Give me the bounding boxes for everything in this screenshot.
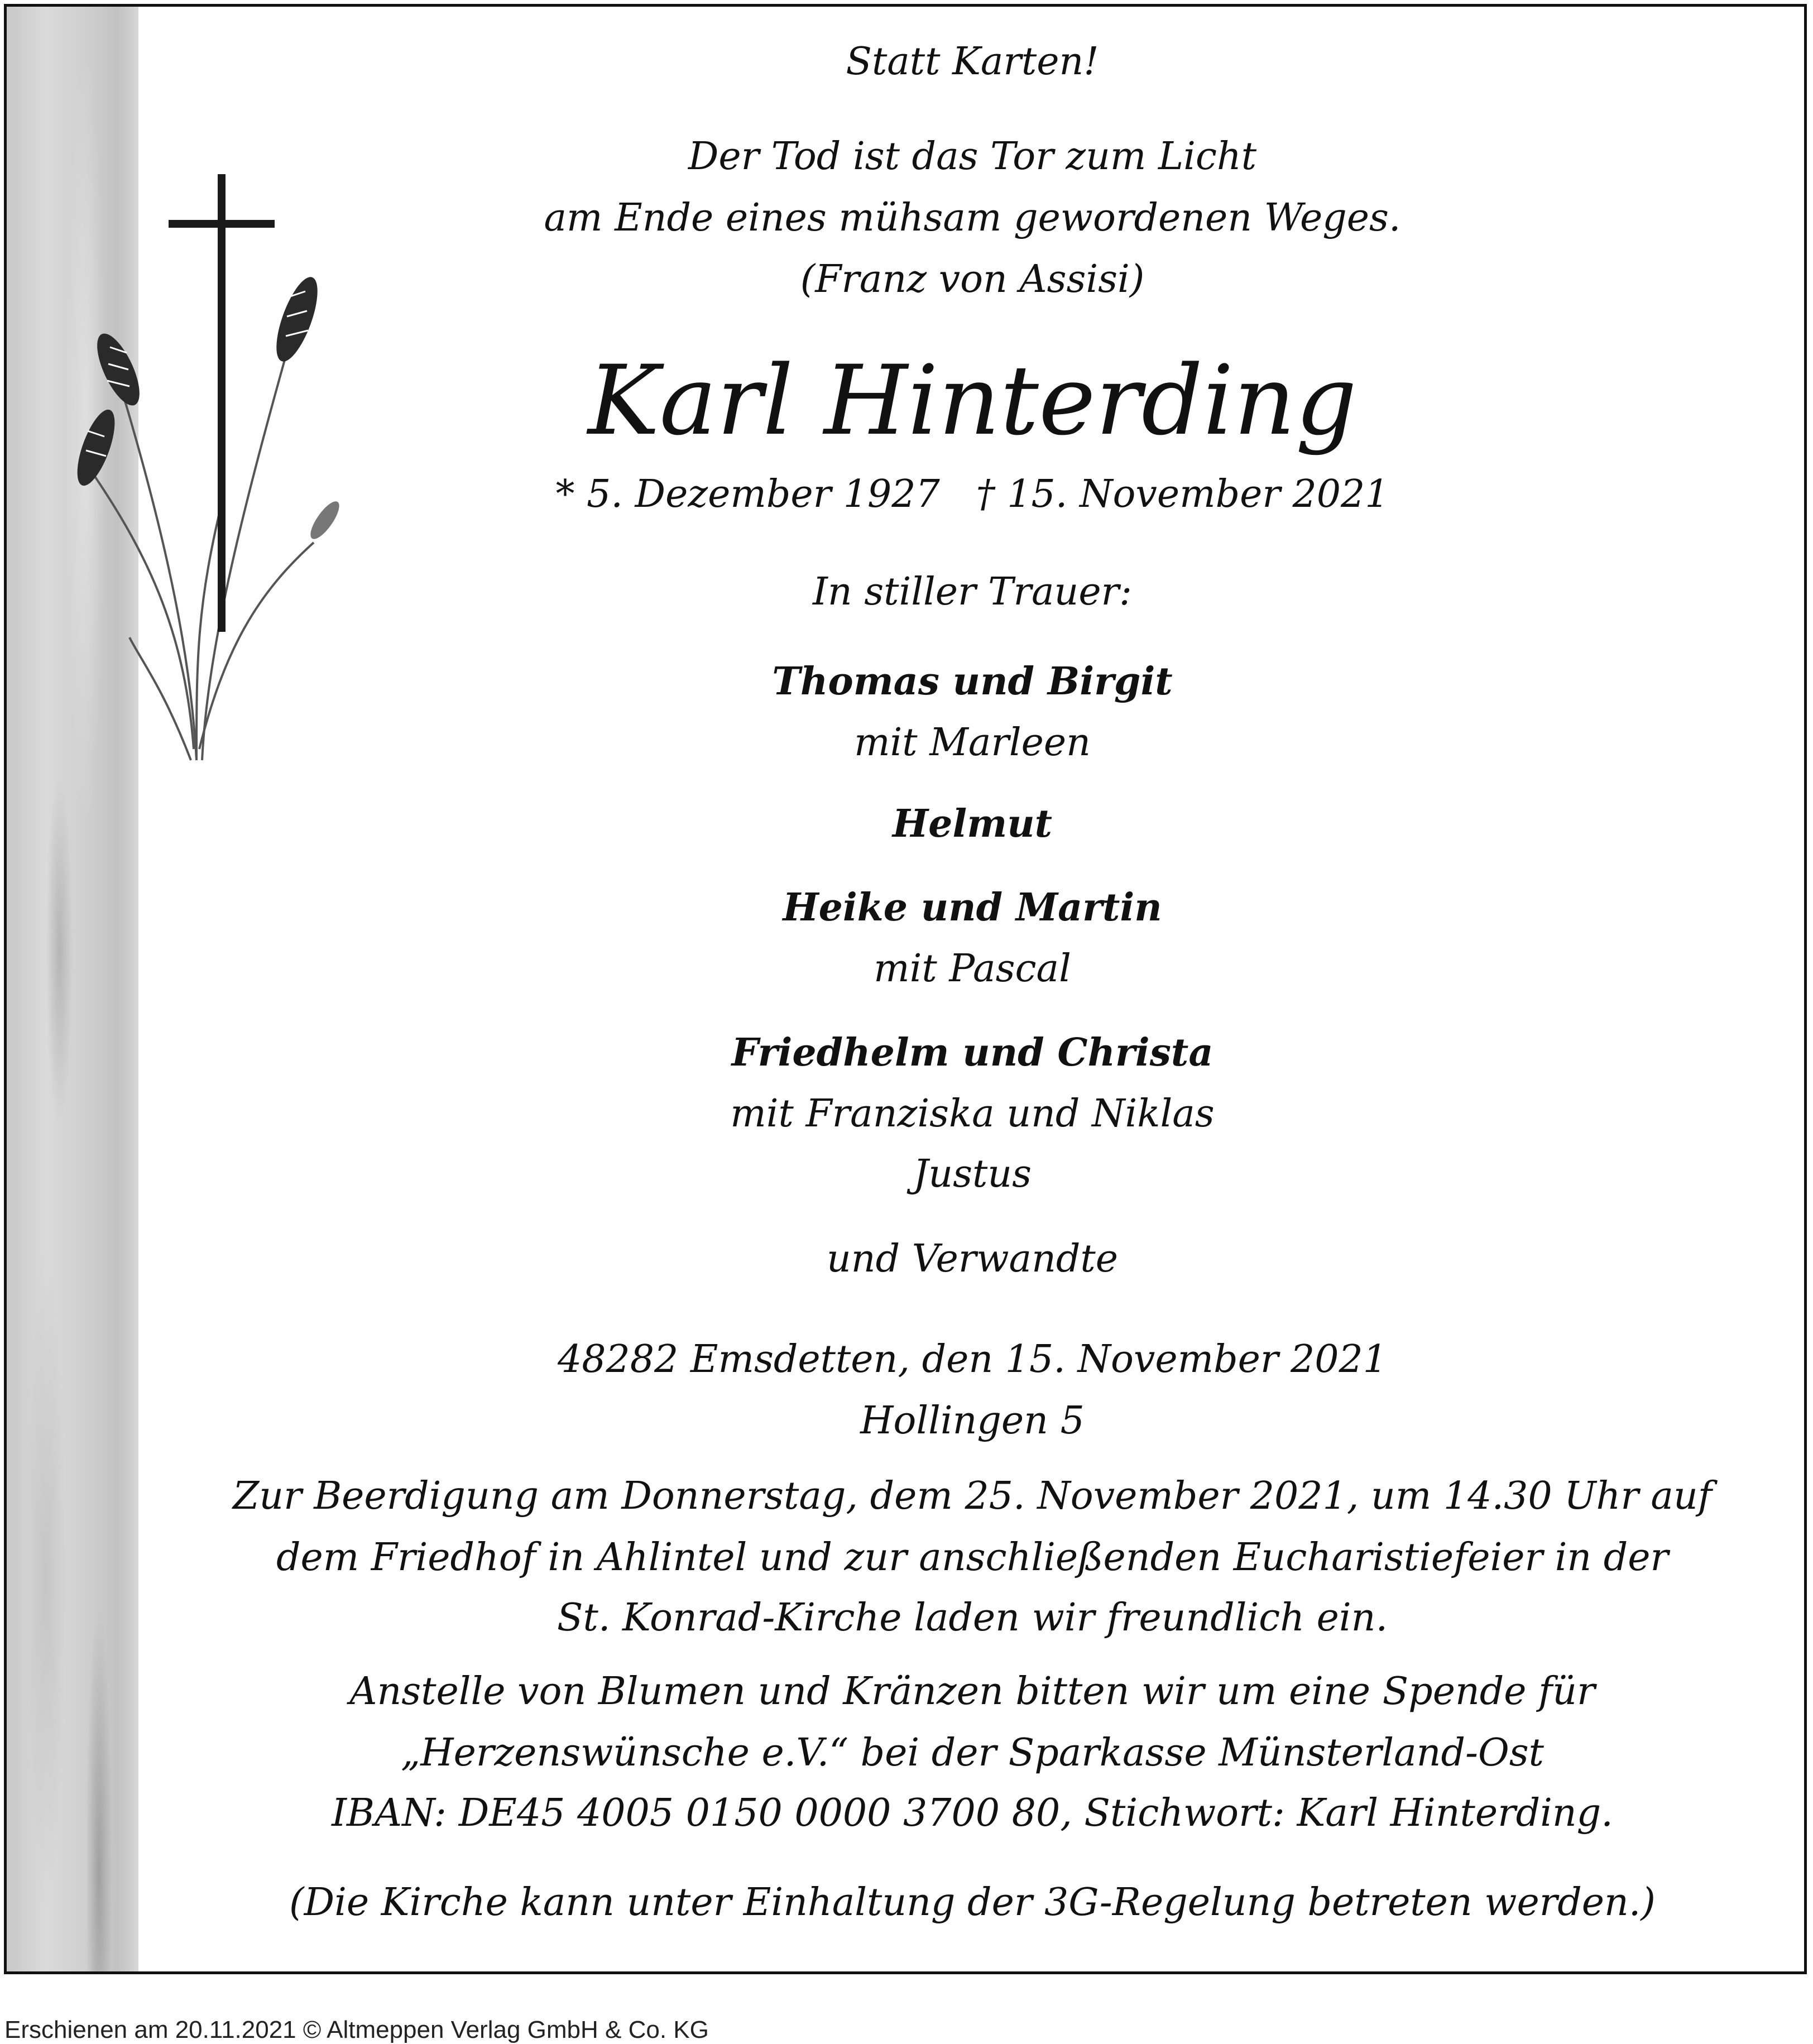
relatives-text: und Verwandte bbox=[827, 1237, 1118, 1281]
mourner-sub: mit Marleen bbox=[854, 721, 1091, 765]
mourner-name: Helmut bbox=[892, 802, 1053, 846]
donation-line-2: „Herzenswünsche e.V.“ bei der Sparkasse Münsterland-Ost bbox=[401, 1731, 1544, 1775]
mourner-name: Thomas und Birgit bbox=[772, 659, 1173, 704]
mourning-intro: In stiller Trauer: bbox=[813, 570, 1132, 614]
quote-author: (Franz von Assisi) bbox=[800, 257, 1145, 301]
mourner-sub: mit Franziska und Niklas bbox=[730, 1092, 1215, 1136]
church-note: (Die Kirche kann unter Einhaltung der 3G-Regelung betreten werden.) bbox=[289, 1880, 1656, 1925]
address: Hollingen 5 bbox=[860, 1399, 1085, 1443]
obituary-notice bbox=[4, 4, 1807, 1974]
life-dates: * 5. Dezember 1927 † 15. November 2021 bbox=[555, 472, 1389, 516]
deceased-name: Karl Hinterding bbox=[588, 344, 1357, 457]
quote-line-2: am Ende eines mühsam gewordenen Weges. bbox=[544, 196, 1401, 240]
funeral-line-2: dem Friedhof in Ahlintel und zur anschließenden Eucharistiefeier in der bbox=[276, 1536, 1669, 1580]
mourner-name: Friedhelm und Christa bbox=[731, 1030, 1214, 1075]
notice-content bbox=[141, 7, 1804, 1971]
funeral-line-3: St. Konrad-Kirche laden wir freundlich ein. bbox=[557, 1596, 1388, 1640]
publication-footer: Erschienen am 20.11.2021 © Altmeppen Verlag GmbH & Co. KG bbox=[4, 2016, 709, 2043]
funeral-line-1: Zur Beerdigung am Donnerstag, dem 25. November 2021, um 14.30 Uhr auf bbox=[233, 1474, 1712, 1518]
mourner-name: Heike und Martin bbox=[783, 885, 1162, 930]
mourner-sub: mit Pascal bbox=[874, 947, 1071, 991]
place-date: 48282 Emsdetten, den 15. November 2021 bbox=[557, 1337, 1388, 1381]
quote-line-1: Der Tod ist das Tor zum Licht bbox=[688, 135, 1257, 179]
donation-line-1: Anstelle von Blumen und Kränzen bitten wir um eine Spende für bbox=[349, 1669, 1595, 1714]
donation-line-3: IBAN: DE45 4005 0150 0000 3700 80, Stichwort: Karl Hinterding. bbox=[332, 1791, 1613, 1835]
header-text: Statt Karten! bbox=[846, 40, 1099, 84]
mourner-sub: Justus bbox=[913, 1152, 1032, 1196]
